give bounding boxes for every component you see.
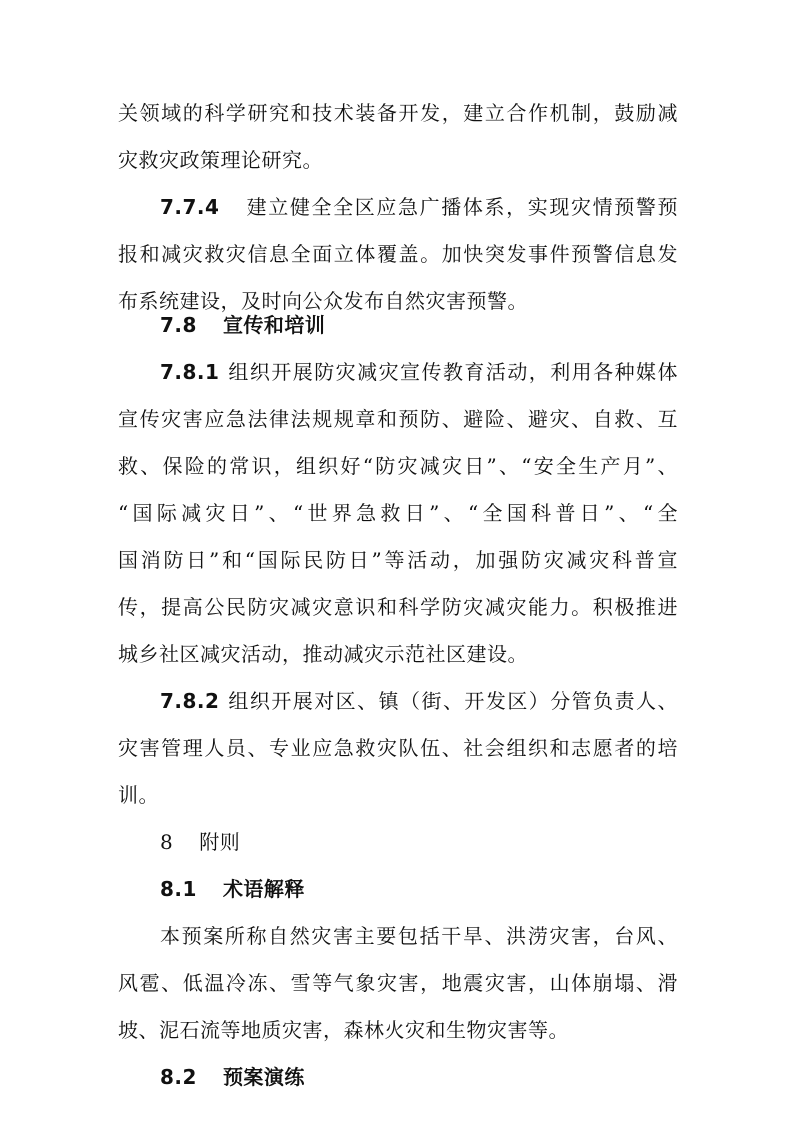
- section-number: 8.2: [160, 1065, 197, 1089]
- text-line: 布系统建设，及时向公众发布自然灾害预警。: [118, 289, 528, 313]
- text-line: 坡、泥石流等地质灾害，森林火灾和生物灾害等。: [118, 1018, 569, 1042]
- text-line: 灾害管理人员、专业应急救灾队伍、社会组织和志愿者的培: [118, 736, 678, 760]
- text-line: [160, 187, 678, 227]
- section-number: 7.8: [160, 313, 197, 337]
- section-text: 组织开展对区、镇（街、开发区）分管负责人、: [227, 689, 678, 713]
- text-line: 灾救灾政策理论研究。: [118, 148, 323, 172]
- text-line: 传，提高公民防灾减灾意识和科学防灾减灾能力。积极推进: [118, 595, 678, 619]
- text-line: 宣传灾害应急法律法规规章和预防、避险、避灾、自救、互: [118, 407, 678, 431]
- chapter-heading: [160, 822, 678, 862]
- section-title: 宣传和培训: [222, 313, 326, 337]
- section-number: 8.1: [160, 877, 197, 901]
- section-number: 7.8.1: [160, 360, 220, 384]
- text-line: 训。: [118, 783, 159, 807]
- text-line: “国际减灾日”、“世界急救日”、“全国科普日”、“全: [118, 501, 678, 525]
- section-title: 预案演练: [222, 1065, 305, 1089]
- text-line: 风雹、低温冷冻、雪等气象灾害，地震灾害，山体崩塌、滑: [118, 971, 678, 995]
- text-line: 城乡社区减灾活动，推动减灾示范社区建设。: [118, 642, 528, 666]
- section-title: 术语解释: [222, 877, 305, 901]
- text-line: 报和减灾救灾信息全面立体覆盖。加快突发事件预警信息发: [118, 242, 678, 266]
- chapter-title: 附则: [199, 830, 241, 854]
- text-line: 国消防日”和“国际民防日”等活动，加强防灾减灾科普宣: [118, 548, 678, 572]
- text-line: [160, 352, 678, 392]
- section-number: 7.8.2: [160, 689, 220, 713]
- text-line: 救、保险的常识，组织好“防灾减灾日”、“安全生产月”、: [118, 454, 678, 478]
- section-heading: [160, 305, 678, 345]
- text-line: 本预案所称自然灾害主要包括干旱、洪涝灾害，台风、: [160, 924, 678, 948]
- text-line: [160, 681, 678, 721]
- section-heading: [160, 869, 678, 909]
- section-text: 组织开展防灾减灾宣传教育活动，利用各种媒体: [227, 360, 678, 384]
- section-text: 建立健全全区应急广播体系，实现灾情预警预: [245, 195, 678, 219]
- section-heading: [160, 1057, 678, 1097]
- text-line: 关领域的科学研究和技术装备开发，建立合作机制，鼓励减: [118, 101, 678, 125]
- section-number: 7.7.4: [160, 195, 220, 219]
- chapter-number: 8: [160, 830, 174, 854]
